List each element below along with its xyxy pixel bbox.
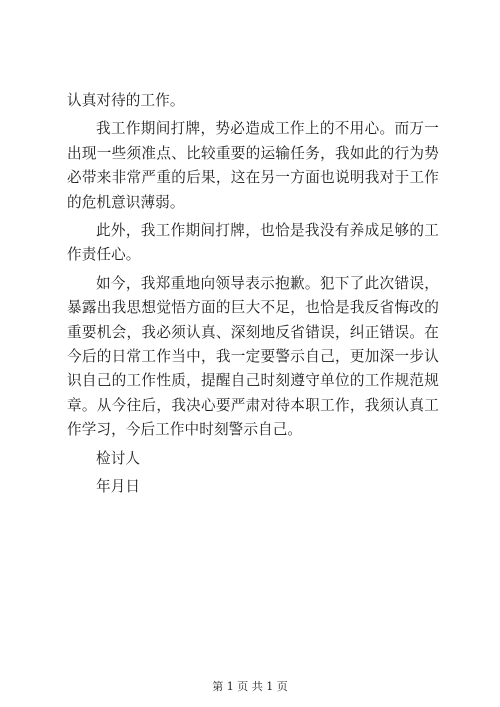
paragraph-apology: 如今，我郑重地向领导表示抱歉。犯下了此次错误，暴露出我思想觉悟方面的巨大不足，也恰是我反省悔改的重要机会，我必须认真、深刻地反省错误，纠正错误。在今后的日常工作当中，我一定要警示自己，更加深一步认识自己的工作性质，提醒自己时刻遵守单位的工作规范规章。从今往后，我决心要严肃对待本职工作，我须认真工作学习，今后工作中时刻警示自己。 [67,274,439,439]
date-label: 年月日 [96,478,141,496]
document-body [67,89,439,500]
signature-label: 检讨人 [96,449,141,467]
paragraph-responsibility: 此外，我工作期间打牌，也恰是我没有养成足够的工作责任心。 [67,222,439,264]
paragraph-gambling-consequence: 我工作期间打牌，势必造成工作上的不用心。而万一出现一些须准点、比较重要的运输任务，我如此的行为势必带来非常严重的后果，这在另一方面也说明我对于工作的危机意识薄弱。 [67,120,439,211]
page-footer: 第 1 页 共 1 页 [212,680,288,693]
paragraph-continuation: 认真对待的工作。 [67,92,185,109]
